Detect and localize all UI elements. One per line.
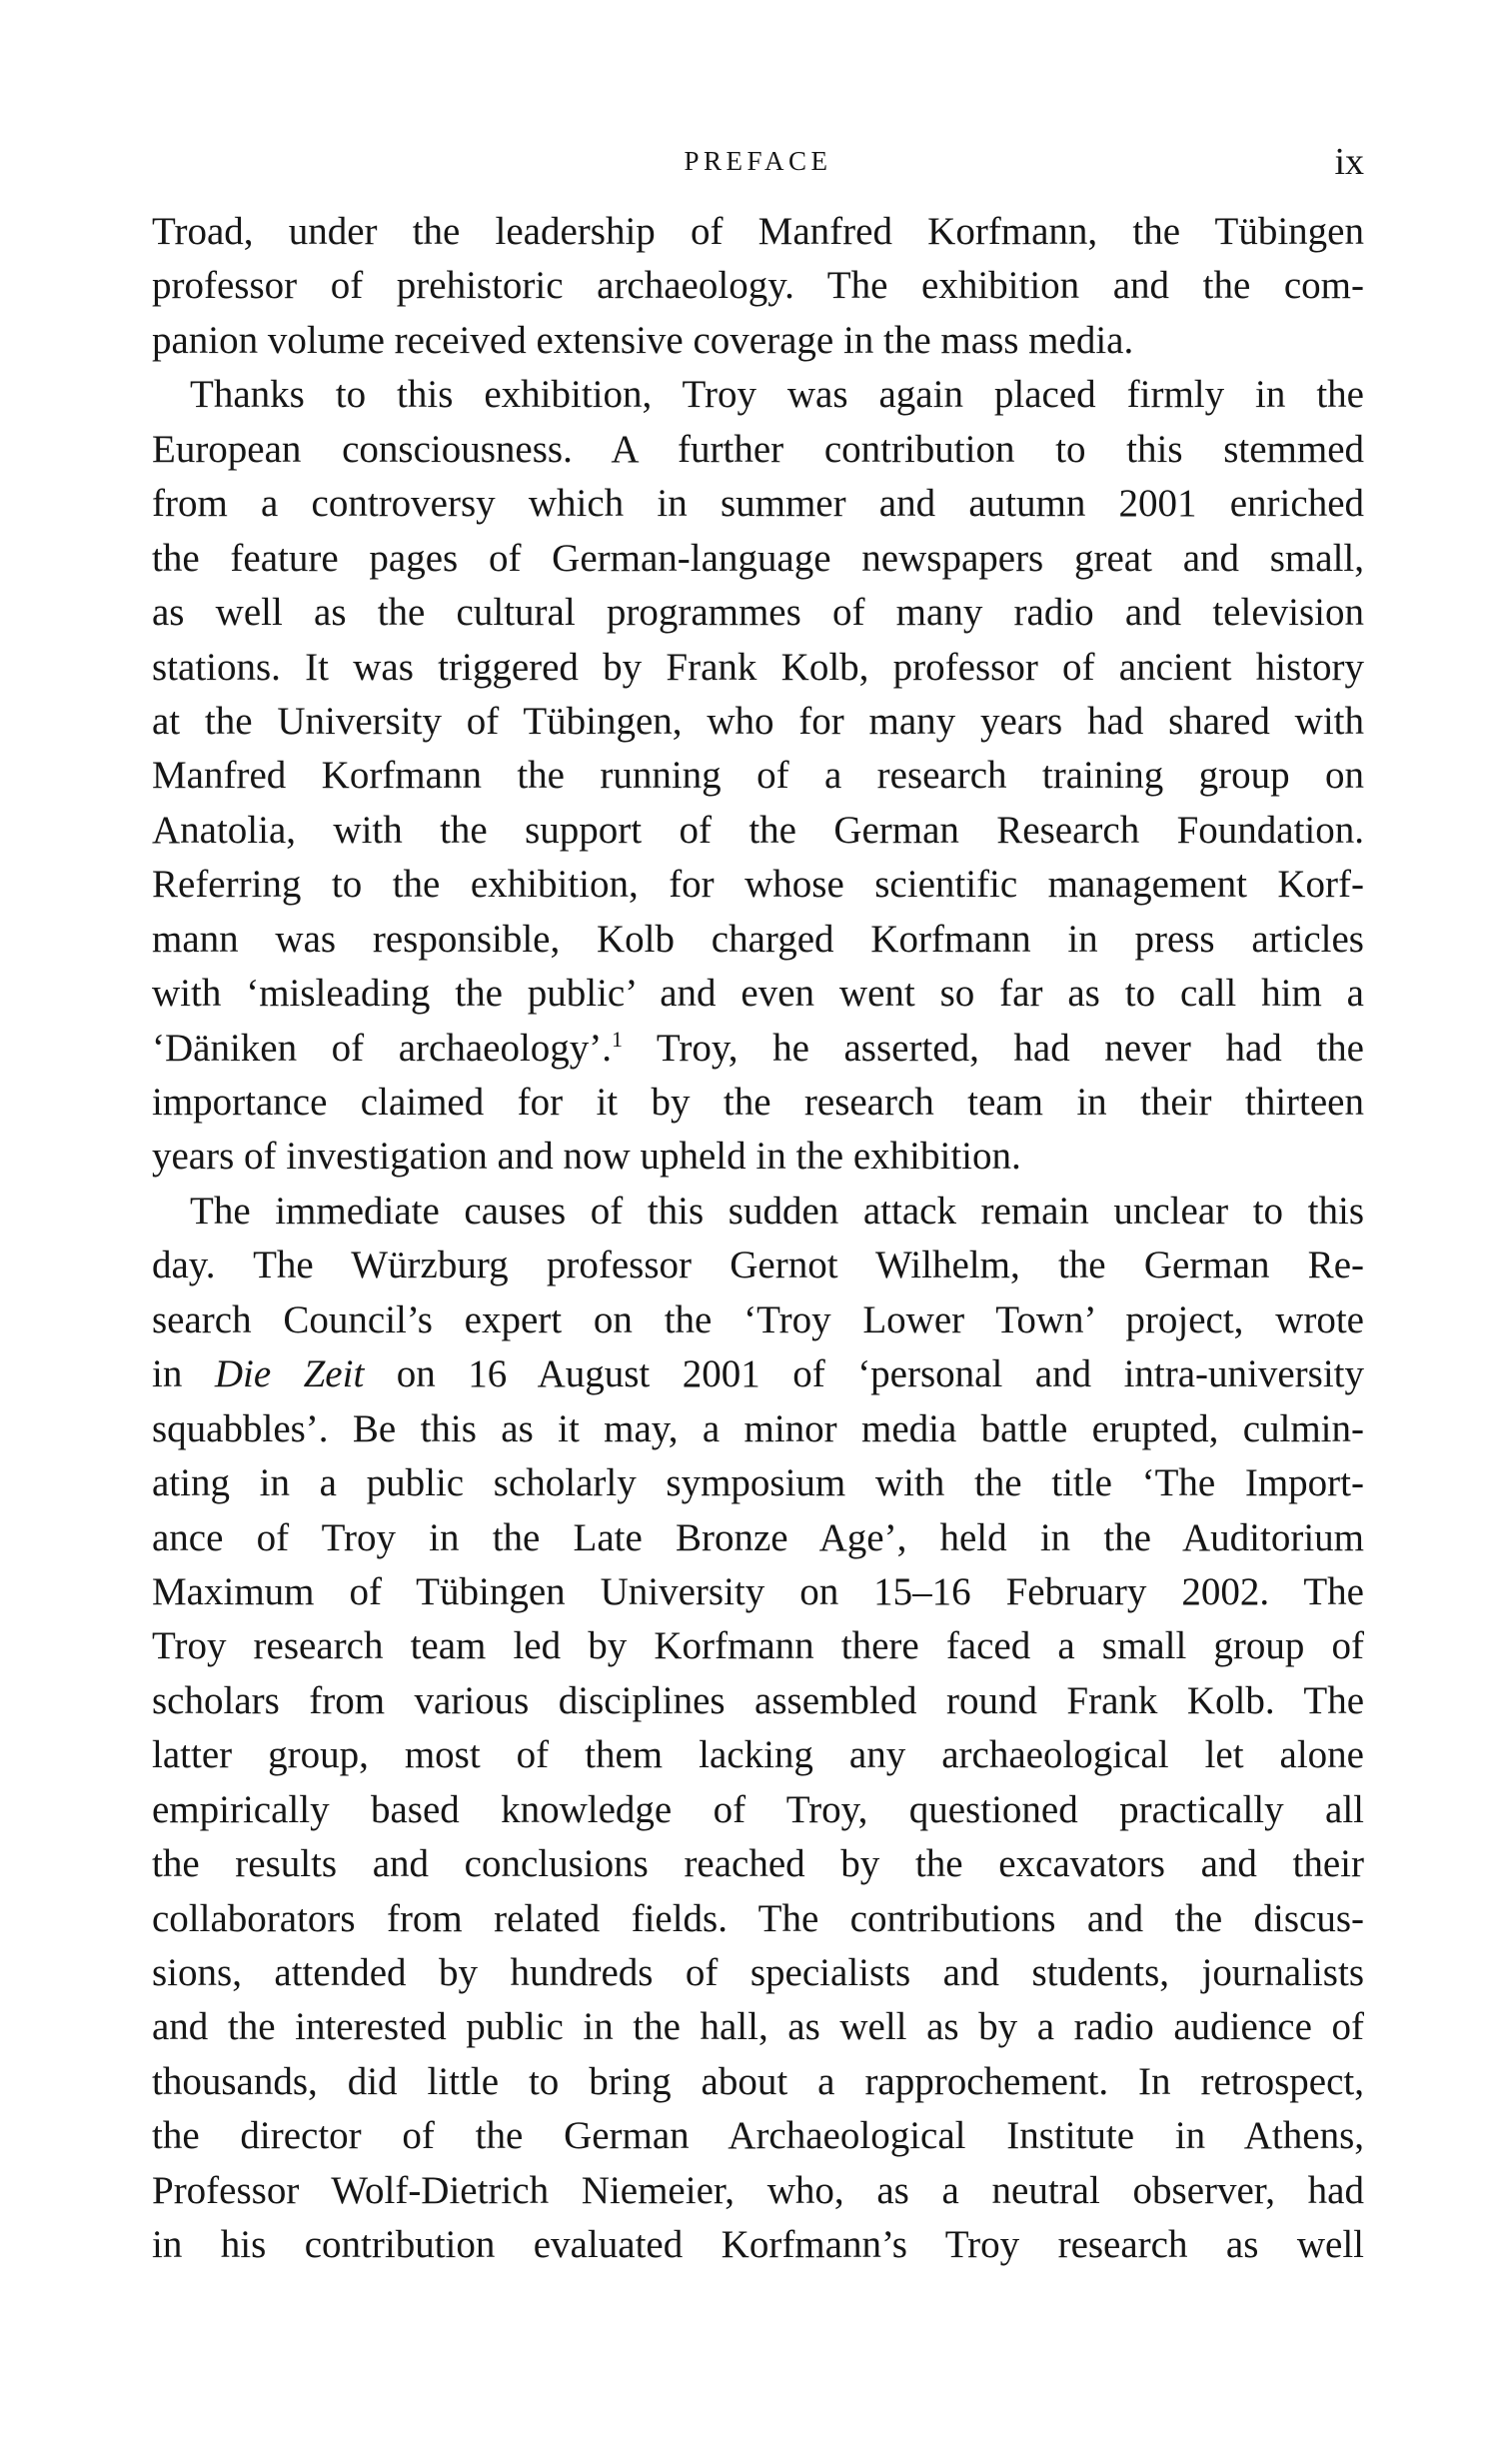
- running-title: PREFACE: [684, 146, 832, 176]
- text-line: ‘Däniken of archaeology’.$^1$ Troy, he asserted, had never had the: [152, 1026, 1364, 1070]
- body-text: [152, 205, 1364, 2273]
- text-line: the feature pages of German-language newspapers great and small,: [152, 536, 1364, 580]
- text-line: as well as the cultural programmes of many radio and television: [152, 591, 1364, 635]
- text-line: Maximum of Tübingen University on 15–16 February 2002. The: [152, 1569, 1364, 1613]
- text-line: European consciousness. A further contribution to this stemmed: [152, 427, 1364, 471]
- text-line: Manfred Korfmann the running of a research training group on: [152, 754, 1364, 798]
- text-line: Troy research team led by Korfmann there faced a small group of: [152, 1624, 1364, 1668]
- publication-title: Die Zeit: [214, 1352, 365, 1396]
- running-head: [152, 140, 1364, 190]
- text-line: importance claimed for it by the research team in their thirteen: [152, 1081, 1364, 1124]
- text-line: years of investigation and now upheld in the exhibition.: [152, 1135, 1021, 1179]
- text-line: and the interested public in the hall, as well as by a radio audience of: [152, 2005, 1364, 2049]
- text-line: in Die Zeit on 16 August 2001 of ‘personal and intra-university: [152, 1352, 1365, 1396]
- text-line: thousands, did little to bring about a rapprochement. In retrospect,: [152, 2059, 1364, 2103]
- text-line: panion volume received extensive coverage in the mass media.: [152, 318, 1134, 362]
- text-line: Professor Wolf-Dietrich Niemeier, who, as a neutral observer, had: [152, 2168, 1364, 2212]
- text-line: day. The Würzburg professor Gernot Wilhelm, the German Re-: [152, 1243, 1364, 1287]
- text-line: scholars from various disciplines assembled round Frank Kolb. The: [152, 1678, 1364, 1722]
- text-line: the director of the German Archaeological Institute in Athens,: [152, 2114, 1364, 2158]
- text-line: ance of Troy in the Late Bronze Age’, held in the Auditorium: [152, 1515, 1364, 1559]
- text-line: from a controversy which in summer and autumn 2001 enriched: [152, 482, 1364, 526]
- text-line: at the University of Tübingen, who for many years had shared with: [152, 699, 1364, 743]
- text-line: in his contribution evaluated Korfmann’s Troy research as well: [152, 2223, 1364, 2267]
- text-line: empirically based knowledge of Troy, questioned practically all: [152, 1787, 1364, 1831]
- text-line: search Council’s expert on the ‘Troy Lower Town’ project, wrote: [152, 1297, 1364, 1341]
- text-line: sions, attended by hundreds of specialists and students, journalists: [152, 1951, 1364, 1994]
- text-line: Troad, under the leadership of Manfred Korfmann, the Tübingen: [152, 210, 1364, 253]
- text-line: mann was responsible, Kolb charged Korfmann in press articles: [152, 917, 1364, 961]
- page-number: ix: [1334, 141, 1364, 183]
- text-line: Thanks to this exhibition, Troy was again placed firmly in the: [190, 373, 1364, 417]
- text-line: collaborators from related fields. The contributions and the discus-: [152, 1896, 1364, 1940]
- text-line: The immediate causes of this sudden attack remain unclear to this: [190, 1189, 1364, 1232]
- text-line: stations. It was triggered by Frank Kolb, professor of ancient history: [152, 645, 1364, 689]
- text-line: professor of prehistoric archaeology. The exhibition and the com-: [152, 264, 1364, 308]
- text-line: the results and conclusions reached by the excavators and their: [152, 1842, 1364, 1886]
- text-line: with ‘misleading the public’ and even went so far as to call him a: [152, 972, 1364, 1016]
- footnote-marker: 1: [612, 1026, 624, 1052]
- text-line: latter group, most of them lacking any archaeological let alone: [152, 1733, 1364, 1777]
- text-line: Anatolia, with the support of the German Research Foundation.: [152, 808, 1364, 852]
- text-line: Referring to the exhibition, for whose scientific management Korf-: [152, 863, 1364, 907]
- text-line: squabbles’. Be this as it may, a minor media battle erupted, culmin-: [152, 1406, 1364, 1450]
- text-line: ating in a public scholarly symposium with the title ‘The Import-: [152, 1461, 1364, 1505]
